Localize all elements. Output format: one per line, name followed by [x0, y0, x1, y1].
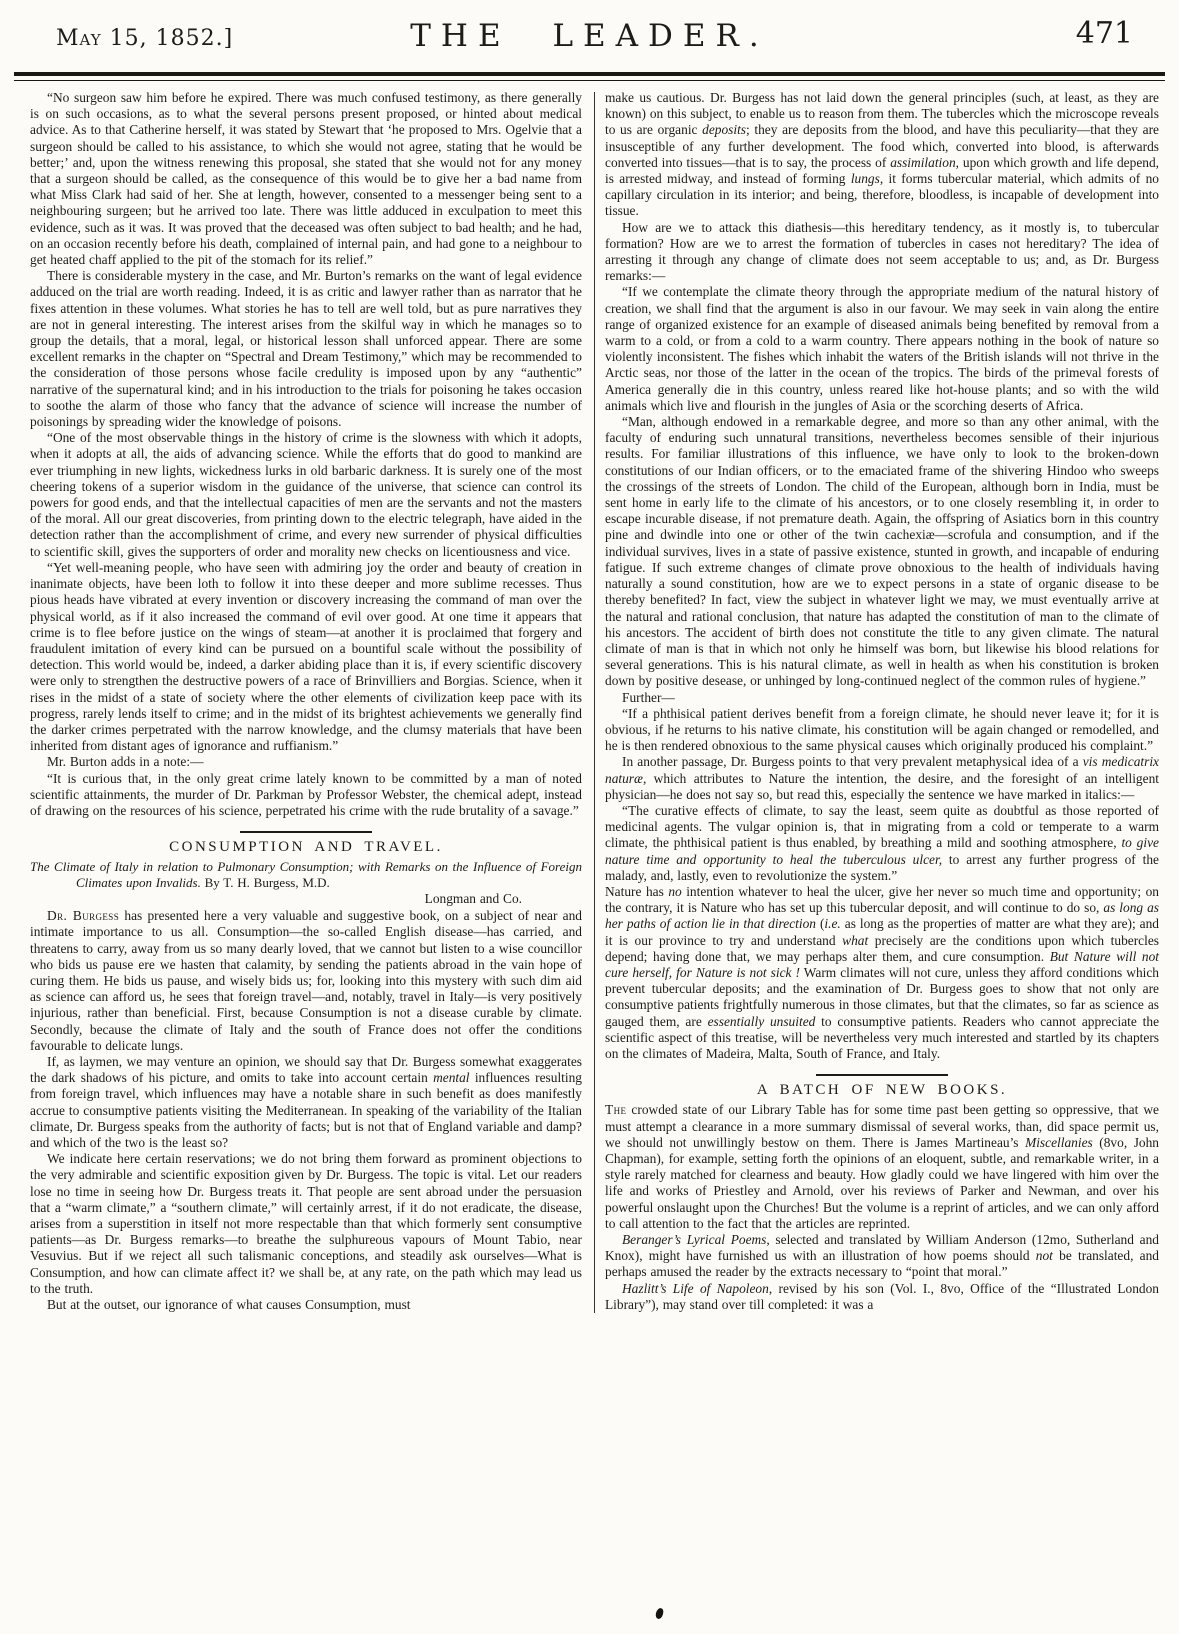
body-paragraph: Hazlitt’s Life of Napoleon, revised by his son (Vol. I., 8vo, Office of the “Illustrated London Library”), may stand over till completed: it was a	[605, 1280, 1159, 1312]
section-heading-consumption-and-travel: CONSUMPTION AND TRAVEL.	[169, 839, 443, 856]
page-header	[0, 0, 1179, 70]
body-paragraph: Nature has no intention whatever to heal the ulcer, give her never so much time and opportunity; on the contrary, it is Nature who has set up this tubercular deposit, and will continue to do so, as long as her paths of action lie in that direction (i.e. as long as the properties of matter are what they are); and it is our province to try and understand what precisely are the conditions upon which tubercles depend; having done that, we may perhaps alter them, and cure consumption. But Nature will not cure herself, for Nature is not sick ! Warm climates will not cure, unless they afford conditions which prevent tubercular deposits; and the examination of Dr. Burgess goes to show that not only are consumptive patients frightfully numerous in those climates, but that the climates, so far as science as gauged them, are essentially unsuited to consumptive patients. Readers who cannot appreciate the scientific aspect of this treatise, will be nevertheless very much interested and startled by its chapters on the climates of Madeira, Malta, South of France, and Italy.	[605, 883, 1160, 1061]
page-number: 471	[1075, 16, 1133, 51]
body-paragraph: We indicate here certain reservations; we do not bring them forward as prominent objections to the very admirable and scientific exposition given by Dr. Burgess. The topic is vital. Let our readers lose no time in seeing how Dr. Burgess treats it. That people are sent abroad under the persuasion that a “warm climate,” a “southern climate,” will certainly arrest, if it do not eradicate, the disease, arises from a superstition in itself not more respectable than that which formerly sent consumptive patients—as Dr. Burgess remarks—to breathe the sulphureous vapours of Mount Tabio, near Vesuvius. But if we reject all such talismanic conceptions, and steadily ask ourselves—What is Consumption, and how can climate affect it? we shall be, at any rate, on the path which may lead us to the truth.	[30, 1151, 582, 1296]
book-citation: The Climate of Italy in relation to Pulmonary Consumption; with Remarks on the Influence of Foreign Climates upon Invalids. By T. H. Burgess, M.D.	[30, 859, 582, 891]
quote-paragraph: “It is curious that, in the only great crime lately known to be committed by a man of noted scientific attainments, the murder of Dr. Parkman by Professor Webster, the chemical adept, instead of drawing on the resources of his science, perpetrated his crime with the rude brutality of a savage.”	[30, 770, 582, 818]
quote-paragraph: “Yet well-meaning people, who have seen with admiring joy the order and beauty of creation in inanimate objects, have been loth to follow it into these deeper and more sublime recesses. Thus pious heads have vibrated at every invention or discovery increasing the command of man over the physical world, as if it also increased the command of evil over good. At one time it appears that crime is to flee before justice on the wings of steam—at another it is proclaimed that forgery and fraudulent imitation of every kind can be pursued on a bountiful scale without the possibility of detection. This world would be, indeed, a darker abiding place than it is, if every scientific discovery were only to strengthen the destructive powers of a race of Brinvilliers and Borgias. Science, when it rises in the midst of a state of society where the other elements of civilization keep pace with its progress, rarely lends itself to crime; and in the midst of its brightest achievements we generally find the darker crimes perpetrated with the narrow knowledge, and the clumsy materials that have been inherited from distant ages of ignorance and ruffianism.”	[30, 559, 582, 754]
right-column	[605, 90, 1159, 1313]
quote-paragraph: “Man, although endowed in a remarkable degree, and more so than any other animal, with the faculty of enduring such unnatural transitions, nevertheless becomes sensible of their injurious results. For familiar illustrations of this influence, we have only to look to the broken-down constitutions of our Indian officers, or to the emaciated frame of the shivering Hindoo who sweeps the crossings of the streets of London. The child of the European, although born in India, must be sent home in early life to the climate of his ancestors, or to one closely resembling it, in order to escape incurable disease, if not premature death. Again, the offspring of Asiatics born in this country pine and dwindle into one or other of the twin cachexiæ—scrofula and consumption, and if the individual survives, lives in a state of passive existence, stunted in growth, and incapable of enduring fatigue. If such extreme changes of climate prove obnoxious to the health of individuals having naturally a sound constitution, how are we to expect persons in a state of organic disease to be thereby benefited? In fact, view the subject in whatever light we may, we must eventually arrive at the natural and rational conclusion, that nature has adapted the constitution of man to the climate of his ancestors. The accident of birth does not constitute the title to any given climate. The natural climate of man is that in which not only he himself was born, but likewise his blood relations for several generations. This is his natural climate, as well in health as when his constitution is broken down by positive desease, or unhinged by long-continued neglect of the common rules of hygiene.”	[605, 414, 1159, 689]
header-rule	[14, 72, 1165, 81]
body-paragraph: The crowded state of our Library Table has for some time past been getting so oppressive, that we must attempt a clearance in a more summary dismissal of several works, than, did space permit us, we should not unwillingly bestow on them. There is James Martineau’s Miscellanies (8vo, John Chapman), for example, setting forth the opinions of an eloquent, subtle, and remarkable writer, in a style rarely matched for clearness and beauty. How gladly could we have lingered with him over the life and works of Priestley and Arnold, over his reviews of Parker and Newman, and over his powerful onslaught upon the Churches! But the volume is a reprint of articles, and we can only afford to call attention to the fact that the articles are reprinted.	[605, 1102, 1159, 1231]
quote-paragraph: “The curative effects of climate, to say the least, seem quite as doubtful as those reported of medicinal agents. The vulgar opinion is, that in migrating from a cold or temperate to a warm climate, the phthisical patient is thus enabled, by breathing a mild and soothing atmosphere, to give nature time and opportunity to heal the tuberculous ulcer, to arrest any further progress of the malady, and, lastly, even to revolutionize the system.”	[605, 802, 1159, 883]
body-paragraph: Beranger’s Lyrical Poems, selected and translated by William Anderson (12mo, Sutherland and Knox), might have furnished us with an illustration of how poems should not be translated, and perhaps amused the reader by the extracts necessary to “point that moral.”	[605, 1232, 1159, 1280]
section-heading-a-batch-of-new-books: A BATCH OF NEW BOOKS.	[756, 1082, 1008, 1099]
body-paragraph: Mr. Burton adds in a note:—	[47, 754, 204, 770]
article-columns	[0, 81, 1179, 1313]
section-divider-rule	[240, 831, 372, 833]
publisher-line: Longman and Co.	[424, 890, 522, 906]
body-paragraph: If, as laymen, we may venture an opinion, we should say that Dr. Burgess somewhat exaggerates the dark shadows of his picture, and omits to take into account certain mental influences resulting from foreign travel, which influences may have a notable share in such benefit as does manifestly accrue to consumptive patients visiting the Mediterranean. In speaking of the variability of the Italian climate, Dr. Burgess speaks from the authority of facts; but is not that of England variable and damp? and which of the two is the least so?	[30, 1053, 582, 1150]
left-column	[30, 90, 582, 1313]
body-paragraph: How are we to attack this diathesis—this hereditary tendency, as it mostly is, to tubercular formation? How are we to arrest the formation of tubercles in cases not hereditary? The idea of arresting it through any change of climate does not seem acceptable to us; and, as Dr. Burgess remarks:—	[605, 219, 1159, 284]
column-divider-rule	[594, 92, 595, 1313]
body-paragraph: Further—	[622, 689, 675, 705]
issue-date: May 15, 1852.]	[56, 26, 234, 51]
masthead-title: THE LEADER.	[410, 18, 769, 54]
body-paragraph: Dr. Burgess has presented here a very valuable and suggestive book, on a subject of near and intimate importance to us all. Consumption—the so-called English disease—has carried, and threatens to carry, away from us so many dearly loved, that we cannot but listen to a wise councillor who bids us pause ere we hasten that calamity, by sending the patients abroad in the vain hope of curing them. He bids us pause, and wisely bids us; for, looking into this mystery with such dim aid as science can afford us, he sees that foreign travel—and, notably, travel in Italy—is very positively injurious, rather than beneficial. First, because Consumption is not a disease curable by climate. Secondly, because the climate of Italy and the south of France does not offer the conditions favourable to delicate lungs.	[30, 908, 582, 1053]
quote-paragraph: “If we contemplate the climate theory through the appropriate medium of the natural history of creation, we shall find that the argument is also in our favour. We may seek in vain along the entire range of organized existence for an example of diseased animals being benefited by removal from a warm to a cold, or from a cold to a warm country. There appears nothing in the book of nature so violently inconsistent. The fishes which inhabit the waters of the British islands will not thrive in the Arctic seas, nor those of the latter in the ocean of the tropics. The birds of the primeval forests of America generally die in this country, unless reared like hot-house plants; and so with the wild animals which live and flourish in the jungles of Asia or the scorching deserts of Africa.	[605, 284, 1159, 413]
quote-paragraph: “No surgeon saw him before he expired. There was much confused testimony, as there generally is on such occasions, as to what the several persons present proposed, or hinted about medical advice. As to that Catherine herself, it was stated by Stewart that ‘he proposed to Mrs. Ogelvie that a surgeon should be called to his assistance, to which she would not agree, stating that he would be better;’ and, upon the witness renewing this proposal, she stated that she would not for any money that a surgeon should be called, as the consequence of this would be to give her a bad name from what Miss Clark had said of her. She at length, however, consented to a messenger being sent to a neighbouring surgeen; but he arrived too late. There was little adduced in exculpation to meet this evidence, such as it was. It was proved that the deceased was often subject to bad health; and he had, on an occasion recently before his death, complained of internal pain, and had gone to a neighbour to get heated chaff applied to the pit of the stomach for its relief.”	[30, 90, 582, 268]
section-divider-rule	[816, 1074, 948, 1076]
ink-blot	[655, 1607, 664, 1619]
quote-paragraph: “If a phthisical patient derives benefit from a foreign climate, he should never leave it; for it is obvious, if he returns to his native climate, his constitution will be again changed or remodelled, and he is then rendered obnoxious to the same physical causes which originally produced his complaint.”	[605, 705, 1159, 754]
body-paragraph: There is considerable mystery in the case, and Mr. Burton’s remarks on the want of legal evidence adduced on the trial are worth reading. Indeed, it is as critic and lawyer rather than as narrator that he fixes attention in these volumes. What stories he has to tell are well told, but as pure narratives they are not in general interesting. The interest arises from the skilful way in which he manages so to group the details, that a moral, legal, or historical lesson shall unforced appear. There are some excellent remarks in the chapter on “Spectral and Dream Testimony,” which may be recommended to the consideration of those persons whose facile credulity is imposed upon by any “authentic” narrative of the supernatural kind; and in his introduction to the trials for poisoning he takes occasion to soothe the alarm of those who fancy that the advance of science will increase the number of poisonings by spreading wider the knowledge of poisons.	[30, 268, 582, 430]
body-paragraph: make us cautious. Dr. Burgess has not laid down the general principles (such, at least, as they are known) on this subject, to enable us to reason from them. The tubercles which the microscope reveals to us are organic deposits; they are deposits from the blood, and have this peculiarity—that they are insusceptible of any further development. The food which, converted into blood, is afterwards converted into tissues—that is to say, the process of assimilation, upon which growth and life depend, is arrested midway, and instead of forming lungs, it forms tubercular material, which admits of no capillary circulation in its interior; and being, therefore, bloodless, is incapable of development into tissue.	[605, 90, 1160, 219]
body-paragraph: In another passage, Dr. Burgess points to that very prevalent metaphysical idea of a vis medicatrix naturæ, which attributes to Nature the intention, the desire, and the foresight of an intelligent physician—he does not say so, but read this, especially the sentence we have marked in italics:—	[605, 754, 1159, 802]
quote-paragraph: “One of the most observable things in the history of crime is the slowness with which it adopts, when it adopts at all, the aids of advancing science. While the efforts that do good to mankind are ever triumphing in new lights, wickedness lurks in old barbaric darkness. It is surely one of the most cheering tokens of a superior wisdom in the guidance of the universe, that science can control its powers for good ends, and that the intellectual capacities of men are the servants and not the masters of the moral. All our great discoveries, from printing down to the electric telegraph, have aided in the detection rather than the accomplishment of crime, and every new surrender of physical difficulties to scientific skill, gives the supporters of order and morality new checks on licentiousness and vice.	[30, 430, 582, 559]
body-paragraph: But at the outset, our ignorance of what causes Consumption, must	[47, 1297, 411, 1313]
